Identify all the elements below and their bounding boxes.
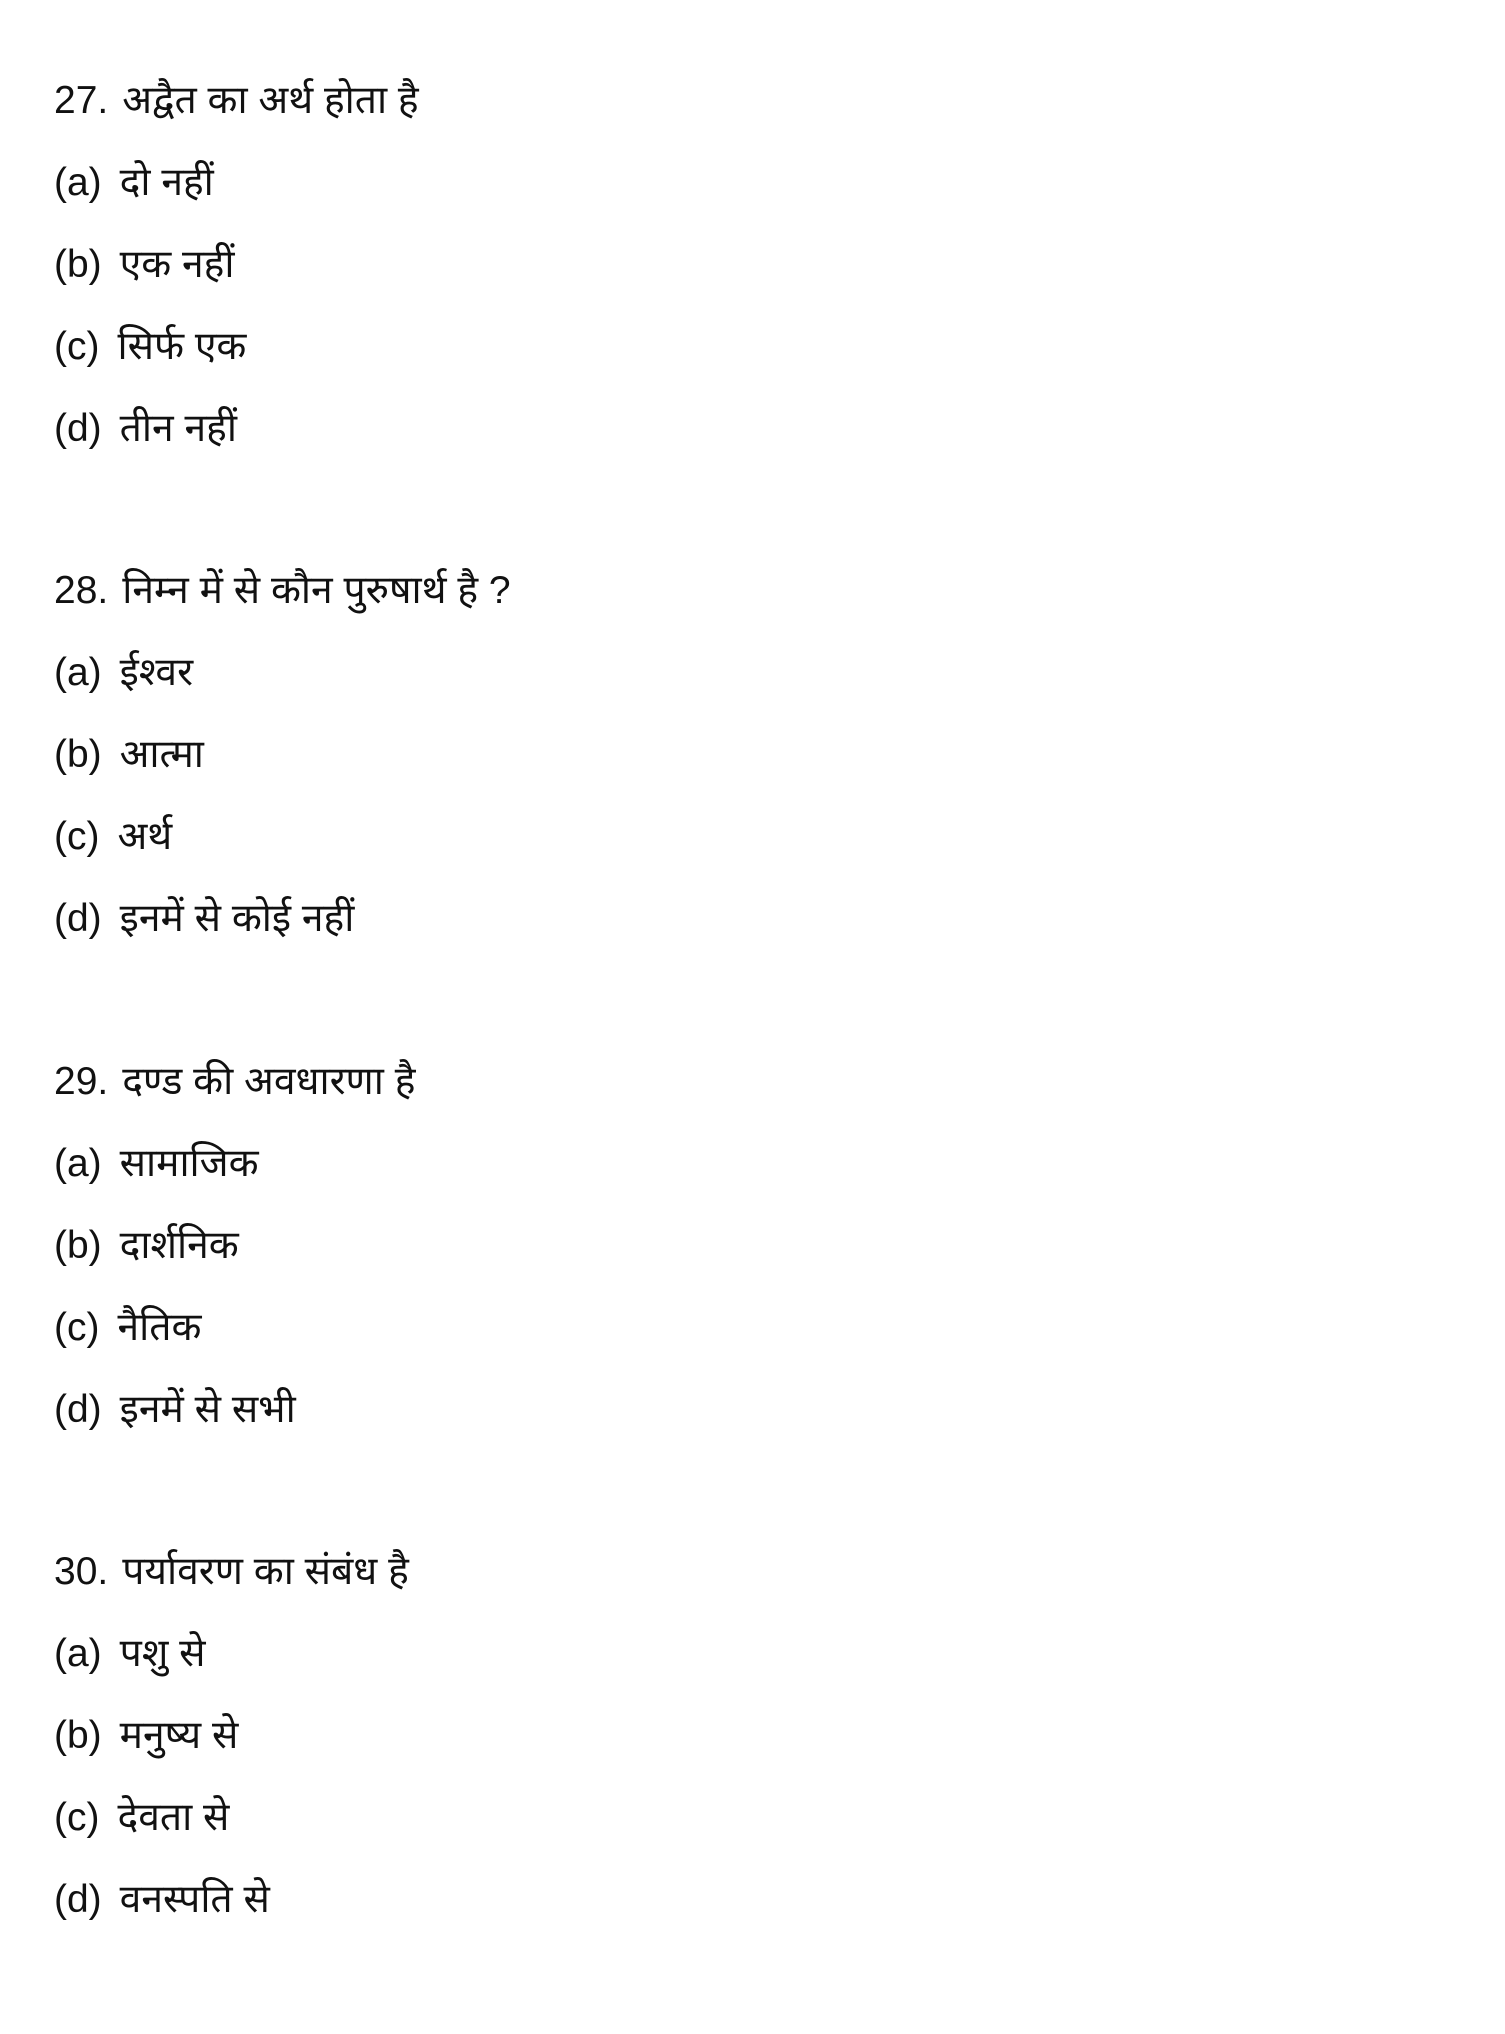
question-block xyxy=(54,1531,409,1941)
question-text xyxy=(54,1531,409,1613)
option-item xyxy=(54,1695,409,1777)
option-label: (a) xyxy=(54,1142,102,1185)
question-block xyxy=(54,60,419,470)
option-text: इनमें से कोई नहीं xyxy=(119,897,355,940)
option-label: (b) xyxy=(54,243,102,286)
option-label: (c) xyxy=(54,325,100,368)
option-item xyxy=(54,142,419,224)
question-stem: अद्वैत का अर्थ होता है xyxy=(122,79,419,122)
option-label: (c) xyxy=(54,1306,100,1349)
option-text: देवता से xyxy=(117,1796,230,1839)
option-label: (a) xyxy=(54,161,102,204)
option-text: सिर्फ एक xyxy=(117,325,247,368)
option-item xyxy=(54,1205,415,1287)
option-item xyxy=(54,1859,409,1941)
question-text xyxy=(54,1041,415,1123)
option-label: (b) xyxy=(54,1224,102,1267)
option-item xyxy=(54,1123,415,1205)
option-label: (d) xyxy=(54,1388,102,1431)
option-item xyxy=(54,306,419,388)
question-number: 28. xyxy=(54,569,109,612)
question-stem: निम्न में से कौन पुरुषार्थ है ? xyxy=(122,569,511,612)
question-block xyxy=(54,550,511,960)
option-item xyxy=(54,1287,415,1369)
option-item xyxy=(54,632,511,714)
option-label: (d) xyxy=(54,897,102,940)
option-label: (d) xyxy=(54,1878,102,1921)
option-text: पशु से xyxy=(119,1632,206,1675)
option-label: (d) xyxy=(54,407,102,450)
option-label: (b) xyxy=(54,1714,102,1757)
option-item xyxy=(54,878,511,960)
option-item xyxy=(54,224,419,306)
question-number: 30. xyxy=(54,1550,109,1593)
option-text: वनस्पति से xyxy=(119,1878,270,1921)
question-block xyxy=(54,1041,415,1451)
option-item xyxy=(54,796,511,878)
question-text xyxy=(54,60,419,142)
option-text: नैतिक xyxy=(117,1306,202,1349)
option-text: मनुष्य से xyxy=(119,1714,239,1757)
option-text: दार्शनिक xyxy=(119,1224,239,1267)
option-item xyxy=(54,1369,415,1451)
option-label: (b) xyxy=(54,733,102,776)
option-text: आत्मा xyxy=(119,733,204,776)
option-item xyxy=(54,388,419,470)
question-number: 27. xyxy=(54,79,109,122)
option-text: दो नहीं xyxy=(119,161,214,204)
question-stem: पर्यावरण का संबंध है xyxy=(122,1550,409,1593)
question-number: 29. xyxy=(54,1060,109,1103)
option-item xyxy=(54,714,511,796)
option-item xyxy=(54,1613,409,1695)
question-stem: दण्ड की अवधारणा है xyxy=(122,1060,416,1103)
option-text: सामाजिक xyxy=(119,1142,259,1185)
option-item xyxy=(54,1777,409,1859)
option-text: ईश्वर xyxy=(119,651,194,694)
option-label: (c) xyxy=(54,1796,100,1839)
question-text xyxy=(54,550,511,632)
option-label: (c) xyxy=(54,815,100,858)
option-text: इनमें से सभी xyxy=(119,1388,296,1431)
option-label: (a) xyxy=(54,651,102,694)
option-text: तीन नहीं xyxy=(119,407,237,450)
option-text: एक नहीं xyxy=(119,243,235,286)
option-label: (a) xyxy=(54,1632,102,1675)
option-text: अर्थ xyxy=(117,815,173,858)
